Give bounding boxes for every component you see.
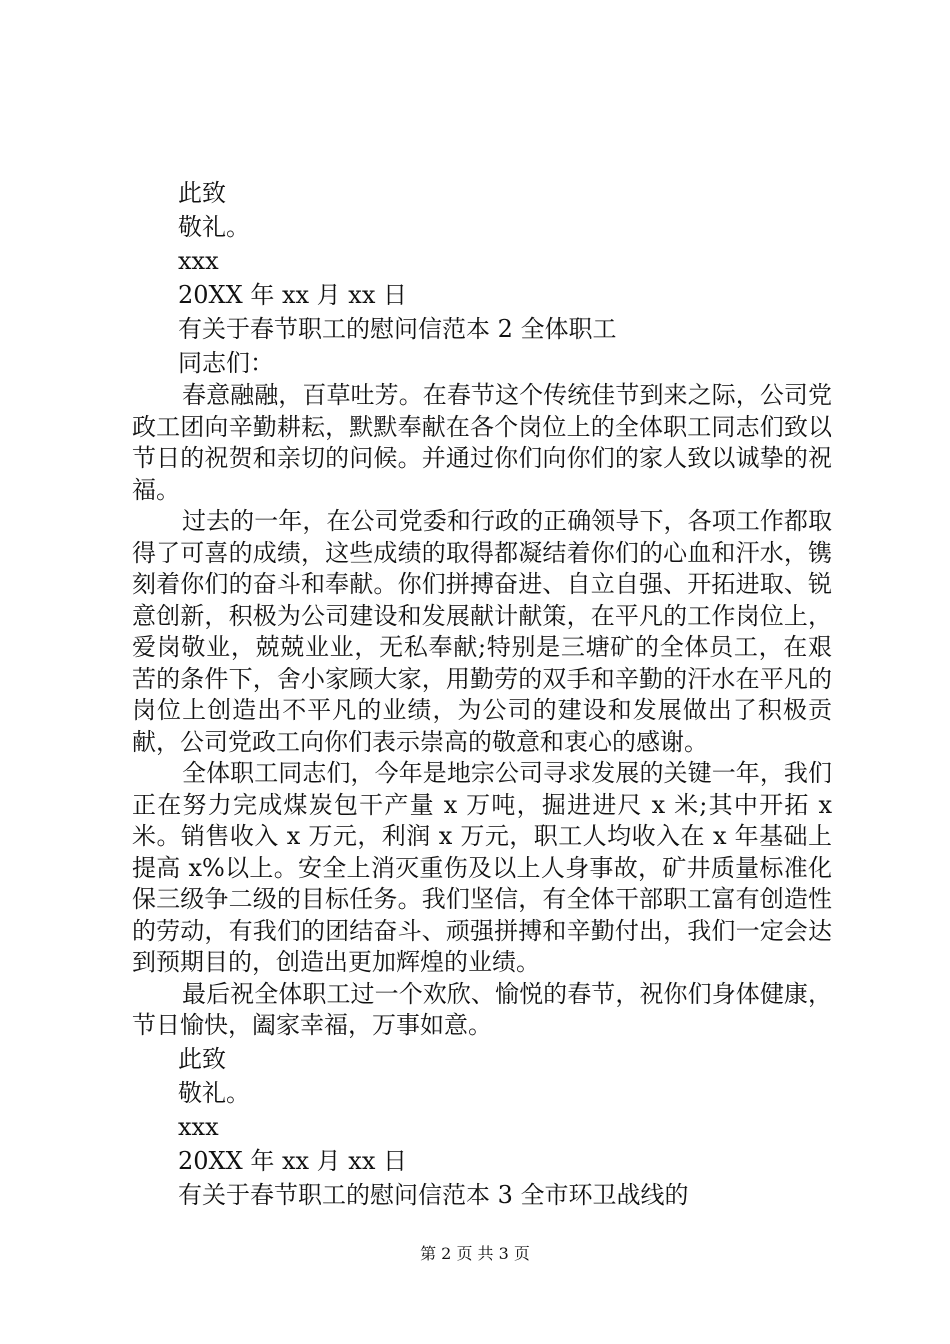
- salutation-line: 敬礼。: [178, 1078, 250, 1107]
- paragraph: 全体职工同志们，今年是地宗公司寻求发展的关键一年，我们正在努力完成煤炭包干产量 x 万吨，掘进进尺 x 米;其中开拓 x 米。销售收入 x 万元，利润 x 万元，职工人均收入在 x 年基础上提高 x%以上。安全上消灭重伤及以上人身事故，矿井质量标准化保三级争二级的目标任务。我们坚信，有全体干部职工富有创造性的劳动，有我们的团结奋斗、顽强拼搏和辛勤付出，我们一定会达到预期目的，创造出更加辉煌的业绩。: [132, 759, 832, 976]
- salutation-line: 敬礼。: [178, 213, 250, 241]
- paragraph: 最后祝全体职工过一个欢欣、愉悦的春节，祝你们身体健康，节日愉快，阖家幸福，万事如意。: [132, 979, 832, 1039]
- signature-line: xxx: [178, 247, 219, 275]
- greeting-line: 同志们：: [178, 349, 274, 377]
- section-heading: 有关于春节职工的慰问信范本 3 全市环卫战线的: [178, 1180, 689, 1209]
- date-line: 20XX 年 xx 月 xx 日: [178, 281, 407, 309]
- closing-line: 此致: [178, 1044, 226, 1073]
- signature-line: xxx: [178, 1112, 219, 1141]
- page-number-footer: 第 2 页 共 3 页: [420, 1244, 530, 1263]
- section-heading: 有关于春节职工的慰问信范本 2 全体职工: [178, 315, 617, 343]
- closing-line: 此致: [178, 179, 226, 207]
- document-body: [132, 176, 832, 1212]
- date-line: 20XX 年 xx 月 xx 日: [178, 1146, 407, 1175]
- paragraph: 过去的一年，在公司党委和行政的正确领导下，各项工作都取得了可喜的成绩，这些成绩的取得都凝结着你们的心血和汗水，镌刻着你们的奋斗和奉献。你们拼搏奋进、自立自强、开拓进取、锐意创新，积极为公司建设和发展献计献策，在平凡的工作岗位上，爱岗敬业，兢兢业业，无私奉献;特别是三塘矿的全体员工，在艰苦的条件下，舍小家顾大家，用勤劳的双手和辛勤的汗水在平凡的岗位上创造出不平凡的业绩，为公司的建设和发展做出了积极贡献，公司党政工向你们表示崇高的敬意和衷心的感谢。: [132, 507, 832, 756]
- paragraph: 春意融融，百草吐芳。在春节这个传统佳节到来之际，公司党政工团向辛勤耕耘，默默奉献在各个岗位上的全体职工同志们致以节日的祝贺和亲切的问候。并通过你们向你们的家人致以诚挚的祝福。: [132, 381, 832, 504]
